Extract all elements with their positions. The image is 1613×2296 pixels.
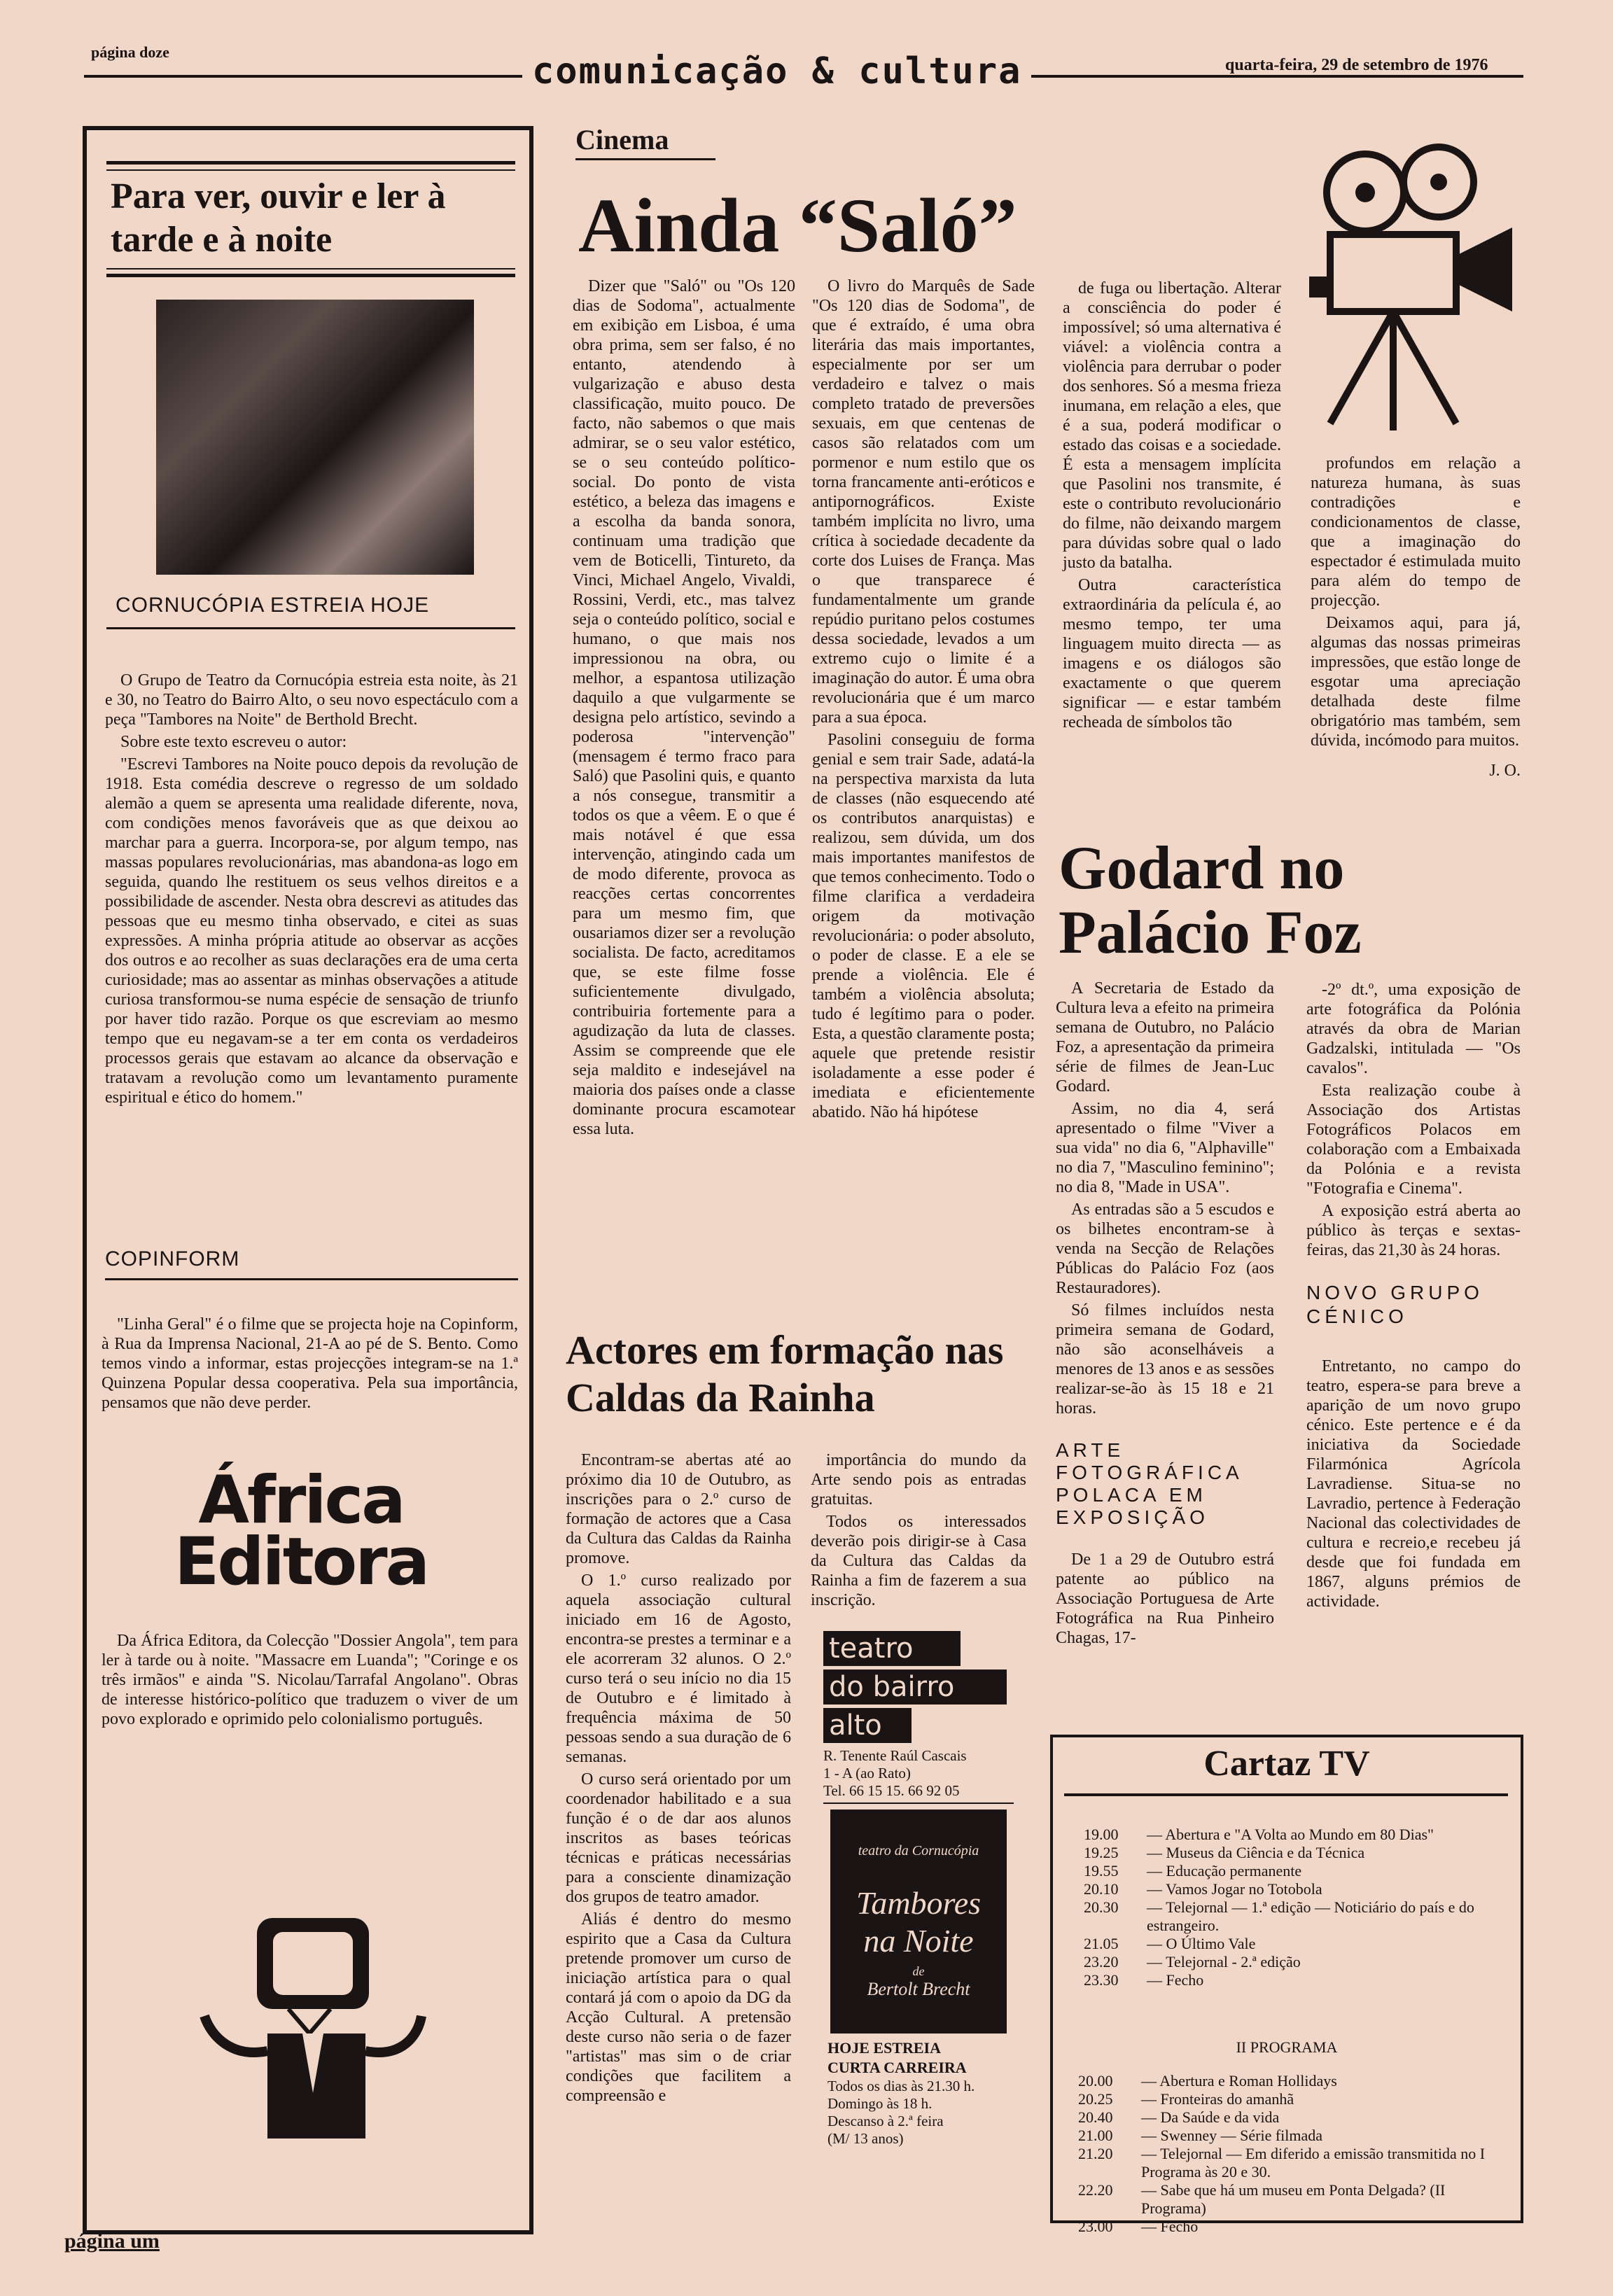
cinema-signature: J. O. xyxy=(1489,762,1521,780)
tv-time: 22.20 xyxy=(1078,2181,1113,2199)
tv-show: — Educação permanente xyxy=(1147,1862,1302,1879)
cinema-col4 xyxy=(1311,454,1521,780)
left-box-rule-top2 xyxy=(106,169,515,171)
tv-show: — Abertura e "A Volta ao Mundo em 80 Dias" xyxy=(1147,1826,1434,1843)
logo-line2: Editora xyxy=(174,1524,428,1600)
tv-show: — Telejornal - 2.ª edição xyxy=(1147,1953,1301,1970)
footer-label: página um xyxy=(64,2230,160,2253)
tv-show: — Fecho xyxy=(1141,2218,1199,2235)
actores-paragraph: Encontram-se abertas até ao próximo dia 10 de Outubro, as inscrições para o 2.º curso de formação de actores que a Casa da Cultura das Caldas da Rainha promove. xyxy=(566,1451,791,1567)
tv-time: 19.00 xyxy=(1084,1826,1119,1843)
tv-listing xyxy=(1084,1953,1497,1971)
ad-play1: Tambores xyxy=(856,1885,982,1921)
tv-programa2 xyxy=(1078,2072,1498,2236)
tv-time: 20.30 xyxy=(1084,1898,1119,1916)
ad-times2: Domingo às 18 h. xyxy=(828,2095,933,2112)
tv-show: — Da Saúde e da vida xyxy=(1141,2108,1280,2126)
actores-paragraph: Todos os interessados deverão pois dirigir-se à Casa da Cultura das Caldas da Rainha a fim de fazerem a sua inscrição. xyxy=(811,1513,1026,1609)
cinema-paragraph: profundos em relação a natureza humana, às suas contradições e condicionamentos de classe, que a imaginação do espectador é estimulada muito para além do tempo de projecção. xyxy=(1311,454,1521,610)
ad-times1: Todos os dias às 21.30 h. xyxy=(828,2078,975,2094)
tv-listing xyxy=(1078,2072,1498,2090)
logo-line1: África xyxy=(198,1462,404,1539)
cornucopia-text xyxy=(105,671,518,1110)
arte-paragraph: De 1 a 29 de Outubro estrá patente ao público na Associação Portuguesa de Arte Fotográfica na Rua Pinheiro Chagas, 17- xyxy=(1056,1550,1274,1647)
ad-author: Bertolt Brecht xyxy=(867,1979,970,1999)
ad-age: (M/ 13 anos) xyxy=(828,2130,904,2147)
tv-show: — Sabe que há um museu em Ponta Delgada? (II Programa) xyxy=(1141,2181,1446,2217)
tv-show: — O Último Vale xyxy=(1147,1935,1256,1952)
tv-time: 23.20 xyxy=(1084,1953,1119,1970)
tv-title: Cartaz TV xyxy=(1203,1744,1370,1784)
cornucopia-photo xyxy=(156,300,474,575)
africa-paragraph: Da África Editora, da Colecção "Dossier Angola", tem para ler à tarde ou à noite. "Massacre em Luanda"; "Coringe e os três irmãos" e ainda "S. Nicolau/Tarrafal Angolano". Obras de interesse histórico-político que traduzem o viver de um povo explorado e oprimido pelo colonialismo português. xyxy=(102,1632,518,1728)
tv-time: 20.00 xyxy=(1078,2072,1113,2090)
cinema-kicker: Cinema xyxy=(575,124,669,155)
actores-paragraph: Aliás é dentro do mesmo espirito que a Casa da Cultura pretende promover um curso de iniciação artística para o qual contará já com o apoio da DG da Acção Cultural. A pretensão deste curso não seria o de fazer "artistas" mas sim o de criar condições que facilitem a compreensão e xyxy=(566,1910,791,2105)
tv-head-illustration xyxy=(190,1911,428,2142)
cornucopia-heading: CORNUCÓPIA ESTREIA HOJE xyxy=(116,594,430,617)
masthead: comunicação & cultura xyxy=(522,50,1031,92)
actores-paragraph: importância do mundo da Arte sendo pois as entradas gratuitas. xyxy=(811,1451,1026,1508)
cornucopia-paragraph: "Escrevi Tambores na Noite pouco depois da revolução de 1918. Esta comédia descreve o regresso de um soldado alemão a quem se apresenta uma realidade diferente, nova, com condições menos favoráveis que as que deixou ao marchar para a guerra. Incorpora-se, por algum tempo, nas massas populares revolucionárias, mas abandona-as logo em seguida, quando lhe restituem os seus velhos direitos e a possibilidade de ascender. Nesta obra descrevi as atitudes das pessoas que eu mesmo tinha observado, e citei as suas expressões. A minha própria atitude ao observar as acções dos outros e ao recolher as suas declarações era de uma certa curiosidade; mas ao assentar as minhas observações a atitude curiosa transformou-se numa espécie de sensação de triunfo por haver tido razão. Porque os que escreviam ao mesmo tempo que eu negavam-se a ter em conta os verdadeiros processos gerais que estavam ao alcance da observação e tratavam a revolução como um levantamento puramente espiritual e ético do homem." xyxy=(105,755,518,1107)
tv-show: — Swenney — Série filmada xyxy=(1141,2127,1323,2144)
cornucopia-heading-rule xyxy=(106,627,515,629)
cornucopia-paragraph: Sobre este texto escreveu o autor: xyxy=(120,733,347,751)
tv-time: 19.55 xyxy=(1084,1862,1119,1879)
ad-times3: Descanso à 2.ª feira xyxy=(828,2113,944,2129)
tv-listing xyxy=(1078,2127,1498,2145)
left-box-rule-top xyxy=(106,161,515,164)
ad-carreira: CURTA CARREIRA xyxy=(828,2059,967,2076)
tv-show: — Fecho xyxy=(1147,1971,1204,1989)
tv-time: 23.00 xyxy=(1078,2218,1113,2235)
left-box-rule-bottom xyxy=(106,268,515,270)
tv-time: 23.30 xyxy=(1084,1971,1119,1989)
film-camera-illustration xyxy=(1288,144,1540,438)
actores-paragraph: O 1.º curso realizado por aquela associação cultural iniciado em 16 de Agosto, encontra-se prestes a terminar e a ele acorreram 32 alunos. O 2.º curso terá o seu início no dia 15 de Outubro e é limitado à frequência máxima de 50 pessoas sendo a sua duração de 6 semanas. xyxy=(566,1572,791,1766)
teatro-ad xyxy=(823,1631,1014,2041)
page-label: página doze xyxy=(91,43,169,61)
ad-de: de xyxy=(912,1964,925,1978)
africa-editora-logo xyxy=(168,1462,434,1600)
cinema-kicker-rule xyxy=(575,158,715,160)
tv-listing xyxy=(1084,1898,1497,1935)
tv-show: — Museus da Ciência e da Técnica xyxy=(1147,1844,1365,1861)
tv-listing xyxy=(1078,2218,1498,2236)
tv-listing xyxy=(1084,1971,1497,1989)
tv-listing xyxy=(1084,1826,1497,1844)
tv-time: 20.10 xyxy=(1084,1880,1119,1898)
cinema-col3 xyxy=(1063,279,1281,735)
tv-listing xyxy=(1084,1880,1497,1898)
copinform-heading-rule xyxy=(105,1278,518,1280)
godard-paragraph: Assim, no dia 4, será apresentado o filme "Viver a sua vida" no dia 6, "Alphaville" no dia 7, "Masculino feminino"; no dia 8, "Made in USA". xyxy=(1056,1100,1274,1196)
copinform-heading: COPINFORM xyxy=(105,1247,240,1270)
godard-col2 xyxy=(1306,980,1521,1614)
tv-show: — Telejornal — Em diferido a emissão transmitida no I Programa às 20 e 30. xyxy=(1141,2145,1486,2180)
novo-paragraph: Entretanto, no campo do teatro, espera-se para breve a aparição de um novo grupo cénico. Este pertence e é da iniciativa da Sociedade Filarmónica Agrícola Lavradiense. Situa-se no Lavradio, pertence à Federação Nacional das colectividades de cultura e recreio,e recebeu já desde que foi fundada em 1867, alguns prémios de actividade. xyxy=(1306,1357,1521,1611)
ad-phone: Tel. 66 15 15. 66 92 05 xyxy=(823,1782,1014,1804)
tv-show: — Telejornal — 1.ª edição — Noticiário do país e do estrangeiro. xyxy=(1147,1898,1474,1934)
tv-time: 20.40 xyxy=(1078,2108,1113,2126)
tv-listing xyxy=(1084,1844,1497,1862)
ad-line2: do bairro xyxy=(823,1670,1007,1704)
tv-show: — Fronteiras do amanhã xyxy=(1141,2090,1294,2108)
ad-footer xyxy=(828,2038,1010,2148)
left-box-title: Para ver, ouvir e ler à tarde e à noite xyxy=(111,176,446,260)
cinema-title: Ainda “Saló” xyxy=(578,183,1017,268)
cinema-paragraph: Dizer que "Saló" ou "Os 120 dias de Sodoma", actualmente em exibição em Lisboa, é uma obra prima, sem ser falso, é no entanto, atendendo à vulgarização e abuso desta classificação, muito pouco. De facto, não sabemos o que mais admirar, se o seu valor estético, se o seu conteúdo político-social. Do ponto de vista estético, a beleza das imagens e a escolha da banda sonora, continuam uma tradição que vem de Boticelli, Tintureto, da Vinci, Michael Angelo, Vivaldi, Rossini, Verdi, etc., mas talvez seja o conteúdo político, social e humano, o que mais nos impressionou na obra, ou melhor, a espantosa utilização daquilo a que vulgarmente se designa pelo artístico, sevindo a poderosa "intervenção" (mensagem é termo fraco para Saló) que Pasolini quis, e quanto a nós consegue, transmitir a todos os que a vêem. E o que é mais notável é que essa intervenção, atingindo cada um de modo diferente, provoca as reacções certas concorrentes para um mesmo fim, que ousariamos dizer ser a revolução socialista. De facto, acreditamos que, se este filme fosse suficientemente divulgado, contribuiria fortemente para a agudização da luta de classes. Assim se compreende que ele seja maldito e indesejável na maioria dos países onde a classe dominante procura escamotear essa luta. xyxy=(573,277,795,1138)
tv-show: — Vamos Jogar no Totobola xyxy=(1147,1880,1322,1898)
actores-title: Actores em formação nas Caldas da Rainha xyxy=(566,1327,1004,1420)
cornucopia-paragraph: O Grupo de Teatro da Cornucópia estreia esta noite, às 21 e 30, no Teatro do Bairro Alto, o seu novo espectáculo com a peça "Tambores na Noite" de Berthold Brecht. xyxy=(105,671,518,729)
tv-programa1 xyxy=(1084,1826,1497,1989)
tv-time: 21.20 xyxy=(1078,2145,1113,2162)
tv-time: 20.25 xyxy=(1078,2090,1113,2108)
tv-programa2-title: II PROGRAMA xyxy=(1236,2038,1338,2056)
copinform-text xyxy=(102,1315,518,1415)
tv-time: 19.25 xyxy=(1084,1844,1119,1861)
left-box-rule-bottom2 xyxy=(106,274,515,277)
tv-listing xyxy=(1084,1935,1497,1953)
godard-col1 xyxy=(1056,979,1274,1651)
tv-listing xyxy=(1078,2145,1498,2181)
godard-title: Godard no Palácio Foz xyxy=(1059,834,1362,967)
ad-estreia: HOJE ESTREIA xyxy=(828,2039,941,2057)
actores-paragraph: O curso será orientado por um coordenador habilitado e a sua função é o de dar aos alunos inscritos as bases teóricas técnicas e práticas necessárias para a consciente dinamização dos grupos de teatro amador. xyxy=(566,1770,791,1906)
tv-time: 21.05 xyxy=(1084,1935,1119,1952)
ad-poster xyxy=(830,1809,1007,2033)
tv-listing xyxy=(1084,1862,1497,1880)
cinema-col1 xyxy=(573,276,795,1142)
ad-address2: 1 - A (ao Rato) xyxy=(823,1765,911,1782)
ad-line3: alto xyxy=(823,1708,912,1743)
novo-heading: NOVO GRUPO CÉNICO xyxy=(1306,1282,1483,1327)
tv-listing xyxy=(1078,2090,1498,2108)
arte-heading: ARTE FOTOGRÁFICA POLACA EM EXPOSIÇÃO xyxy=(1056,1439,1243,1528)
tv-show: — Abertura e Roman Hollidays xyxy=(1141,2072,1337,2090)
godard-paragraph: A exposição estrá aberta ao público às terças e sextas-feiras, das 21,30 às 24 horas. xyxy=(1306,1202,1521,1259)
header-date: quarta-feira, 29 de setembro de 1976 xyxy=(1220,56,1488,75)
copinform-paragraph: "Linha Geral" é o filme que se projecta hoje na Copinform, à Rua da Imprensa Nacional, 21-A ao pé de S. Bento. Como temos vindo a informar, estas projecções integram-se na 1.ª Quinzena Popular dessa cooperativa. Pela sua importância, pensamos que não deve perder. xyxy=(102,1315,518,1412)
ad-company: teatro da Cornucópia xyxy=(858,1843,979,1858)
godard-paragraph: A Secretaria de Estado da Cultura leva a efeito na primeira semana de Outubro, no Palácio Foz, a apresentação da primeira série de filmes de Jean-Luc Godard. xyxy=(1056,979,1274,1096)
tv-title-rule xyxy=(1064,1793,1508,1796)
actores-col1 xyxy=(566,1450,791,2108)
africa-text xyxy=(102,1631,518,1732)
ad-play2: na Noite xyxy=(863,1923,974,1959)
cinema-paragraph: O livro do Marquês de Sade "Os 120 dias de Sodoma", de que é extraído, é uma obra literária das mais importantes, especialmente por ser um verdadeiro e talvez o mais completo tratado de preversões sexuais, em que centenas de casos são relatados com um pormenor e num estilo que os torna francamente anti-eróticos e antipornográficos. Existe também implícita no livro, uma crítica à sociedade decadente da corte dos Luises de França. Mas o que transparece é fundamentalmente um grande repúdio puritano pelos costumes dessa sociedade, levados a um extremo cujo o limite é a imaginação do autor. É uma obra revolucionária que é um marco para a sua época. xyxy=(812,277,1035,727)
cinema-paragraph: Pasolini conseguiu de forma genial e sem trair Sade, adatá-la na perspectiva marxista da luta de classes (não esquecendo até os contributos anarquistas) e realizou, sem dúvida, um dos mais importantes manifestos de que temos conhecimento. Todo o filme clarifica a verdadeira origem da motivação revolucionária: o poder absoluto, o poder de classe. E a ele se prende a violência. Ele é também a violência absoluta; tudo é legítimo para o poder. Esta, a questão claramente posta; aquele que pretende resistir isoladamente a esse poder é imediata e eficientemente abatido. Não há hipótese xyxy=(812,731,1035,1121)
cinema-paragraph: Outra característica extraordinária da película é, ao mesmo tempo, ter uma linguagem muito directa — as imagens e os diálogos são exactamente o que querem significar — e estar também recheada de símbolos tão xyxy=(1063,576,1281,732)
ad-address1: R. Tenente Raúl Cascais xyxy=(823,1747,967,1764)
actores-col2 xyxy=(811,1450,1026,1613)
godard-paragraph: -2º dt.º, uma exposição de arte fotográfica da Polónia através da obra de Marian Gadzalski, intitulada — "Os cavalos". xyxy=(1306,981,1521,1077)
tv-listing xyxy=(1078,2108,1498,2127)
cinema-paragraph: Deixamos aqui, para já, algumas das nossas primeiras impressões, que estão longe de esgotar uma apreciação detalhada deste filme obrigatório mas também, sem dúvida, incómodo para muitos. xyxy=(1311,614,1521,750)
tv-time: 21.00 xyxy=(1078,2127,1113,2144)
godard-paragraph: As entradas são a 5 escudos e os bilhetes encontram-se à venda na Secção de Relações Públicas do Palácio Foz (aos Restauradores). xyxy=(1056,1200,1274,1297)
tv-listing xyxy=(1078,2181,1498,2218)
godard-paragraph: Só filmes incluídos nesta primeira semana de Godard, não são aconselháveis a menores de 13 anos e as sessões realizar-se-ão às 15 18 e 21 horas. xyxy=(1056,1301,1274,1418)
cinema-paragraph: de fuga ou libertação. Alterar a consciência do poder é impossível; só uma alternativa é viável: a violência contra a violência para derrubar o poder dos senhores. Só a mesma frieza inumana, em relação a eles, que é a sua, poderá modificar o estado das coisas e a sociedade. É esta a mensagem implícita que Pasolini nos transmite, é este o contributo revolucionário do filme, não deixando margem para dúvidas sobre qual o lado justo da batalha. xyxy=(1063,279,1281,572)
godard-paragraph: Esta realização coube à Associação dos Artistas Fotográficos Polacos em colaboração com a Embaixada da Polónia e a revista "Fotografia e Cinema". xyxy=(1306,1082,1521,1198)
cinema-col2 xyxy=(812,276,1035,1125)
ad-line1: teatro xyxy=(823,1631,961,1666)
